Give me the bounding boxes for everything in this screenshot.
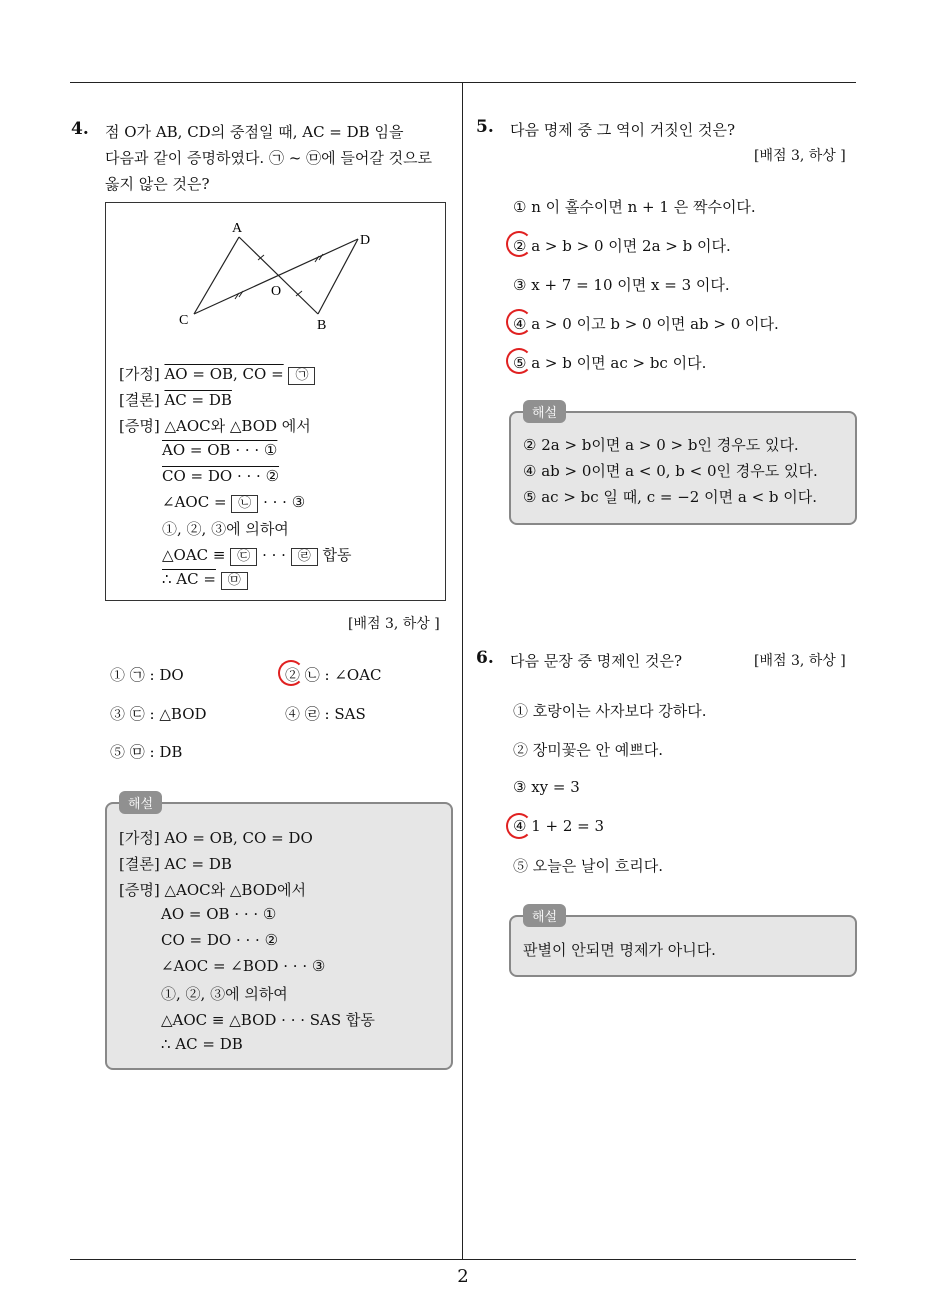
q5-choice-4[interactable]: ④ a > 0 이고 b > 0 이면 ab > 0 이다. [513, 315, 779, 333]
q4-stem-line-2: 다음과 같이 증명하였다. ㉠ ~ ㉤에 들어갈 것으로 [105, 149, 433, 167]
q4-solution-line-8: △AOC ≡ △BOD · · · SAS 합동 [161, 1011, 375, 1029]
q5-solution-panel [509, 406, 857, 525]
q4-concl-text: AC = DB [164, 391, 232, 409]
q6-choice-1[interactable]: ① 호랑이는 사자보다 강하다. [513, 702, 707, 720]
q4-triangle-diagram [106, 203, 447, 343]
bottom-rule [70, 1259, 856, 1260]
q4-choice-4[interactable]: ④ ㉣ : SAS [285, 705, 366, 723]
q4-proof-label: [증명] [119, 417, 160, 435]
q5-choice-5[interactable]: ⑤ a > b 이면 ac > bc 이다. [513, 354, 707, 372]
q4-assume-row [119, 363, 315, 385]
q4-label-d: D [360, 233, 371, 248]
q4-choice-2[interactable]: ② ㉡ : ∠OAC [285, 666, 382, 684]
q6-choice-4[interactable]: ④ 1 + 2 = 3 [513, 817, 605, 835]
q4-proof-row [119, 415, 311, 436]
q5-stem: 다음 명제 중 그 역이 거짓인 것은? [510, 121, 736, 139]
q4-blank-5: ㉤ [221, 572, 248, 590]
q5-choice-2[interactable]: ② a > b > 0 이면 2a > b 이다. [513, 237, 731, 255]
q6-choice-3[interactable]: ③ xy = 3 [513, 778, 580, 796]
q4-concl-row [119, 389, 232, 410]
q4-assume-text: AO = OB, CO = [164, 365, 284, 383]
q4-score: [배점 3, 하상 ] [348, 616, 440, 632]
q4-proof-line-3: CO = DO · · · ② [162, 467, 280, 485]
q4-choice-5[interactable]: ⑤ ㉤ : DB [110, 743, 183, 761]
q4-solution-line-1: [가정] AO = OB, CO = DO [119, 829, 313, 847]
q5-choice-1[interactable]: ① n 이 홀수이면 n + 1 은 짝수이다. [513, 198, 756, 216]
q4-solution-line-2: [결론] AC = DB [119, 855, 232, 873]
q4-proof-line-4b: · · · ③ [263, 493, 306, 511]
column-divider [462, 82, 463, 1259]
q4-proof-line-7a: ∴ AC = [162, 570, 216, 588]
page-number: 2 [457, 1266, 469, 1287]
q4-figure-box [105, 202, 446, 601]
q4-stem-line-1: 점 O가 AB, CD의 중점일 때, AC = DB 임을 [105, 123, 404, 141]
q5-score: [배점 3, 하상 ] [754, 148, 846, 164]
q6-solution-panel [509, 910, 857, 977]
q4-proof-line-4 [162, 493, 305, 513]
q4-blank-4: ㉣ [291, 548, 318, 566]
q4-proof-line-7 [162, 570, 248, 590]
q6-stem: 다음 문장 중 명제인 것은? [510, 652, 683, 670]
q5-choice-3[interactable]: ③ x + 7 = 10 이면 x = 3 이다. [513, 276, 730, 294]
q4-proof-line-6a: △OAC ≡ [162, 546, 226, 564]
q5-solution-tag: 해설 [523, 400, 566, 423]
q4-blank-3: ㉢ [230, 548, 257, 566]
q4-choice-1[interactable]: ① ㉠ : DO [110, 666, 184, 684]
q4-solution-line-5: CO = DO · · · ② [161, 931, 279, 949]
q4-proof-line-6b: 합동 [322, 546, 352, 564]
q4-number: 4. [71, 119, 89, 139]
q6-solution-tag: 해설 [523, 904, 566, 927]
q6-score: [배점 3, 하상 ] [754, 653, 846, 669]
q4-solution-tag: 해설 [119, 791, 162, 814]
top-rule [70, 82, 856, 83]
q4-solution-line-9: ∴ AC = DB [161, 1035, 243, 1053]
q4-stem-line-3: 옳지 않은 것은? [105, 175, 210, 193]
q4-proof-line-5: ①, ②, ③에 의하여 [162, 520, 289, 538]
q4-assume-label: [가정] [119, 365, 160, 383]
q4-choice-3[interactable]: ③ ㉢ : △BOD [110, 705, 207, 723]
q4-proof-line-1: △AOC와 △BOD 에서 [164, 417, 311, 435]
q6-choice-2[interactable]: ② 장미꽃은 안 예쁘다. [513, 741, 663, 759]
q4-proof-line-4a: ∠AOC = [162, 493, 227, 511]
q4-proof-line-2: AO = OB · · · ① [162, 441, 278, 459]
q4-proof-line-6mid: · · · [262, 546, 286, 564]
q4-label-b: B [317, 318, 327, 333]
q4-proof-line-6 [162, 544, 351, 566]
q5-number: 5. [476, 117, 494, 137]
q5-solution-line-3: ⑤ ac > bc 일 때, c = −2 이면 a < b 이다. [523, 488, 818, 506]
q6-number: 6. [476, 648, 494, 668]
q4-blank-2: ㉡ [231, 495, 258, 513]
q4-label-o: O [271, 284, 282, 299]
q4-assume-blank: ㉠ [288, 367, 315, 385]
q4-solution-line-4: AO = OB · · · ① [161, 905, 277, 923]
q4-solution-line-3: [증명] △AOC와 △BOD에서 [119, 881, 306, 899]
q5-solution-line-1: ② 2a > b이면 a > 0 > b인 경우도 있다. [523, 436, 799, 454]
q6-solution-line-1: 판별이 안되면 명제가 아니다. [523, 941, 716, 959]
q4-label-a: A [232, 221, 243, 236]
q4-solution-panel [105, 797, 453, 1070]
q4-concl-label: [결론] [119, 391, 160, 409]
q4-solution-line-7: ①, ②, ③에 의하여 [161, 985, 288, 1003]
q5-solution-line-2: ④ ab > 0이면 a < 0, b < 0인 경우도 있다. [523, 462, 818, 480]
q6-choice-5[interactable]: ⑤ 오늘은 날이 흐리다. [513, 857, 663, 875]
q4-solution-line-6: ∠AOC = ∠BOD · · · ③ [161, 957, 326, 975]
q4-label-c: C [179, 313, 189, 328]
